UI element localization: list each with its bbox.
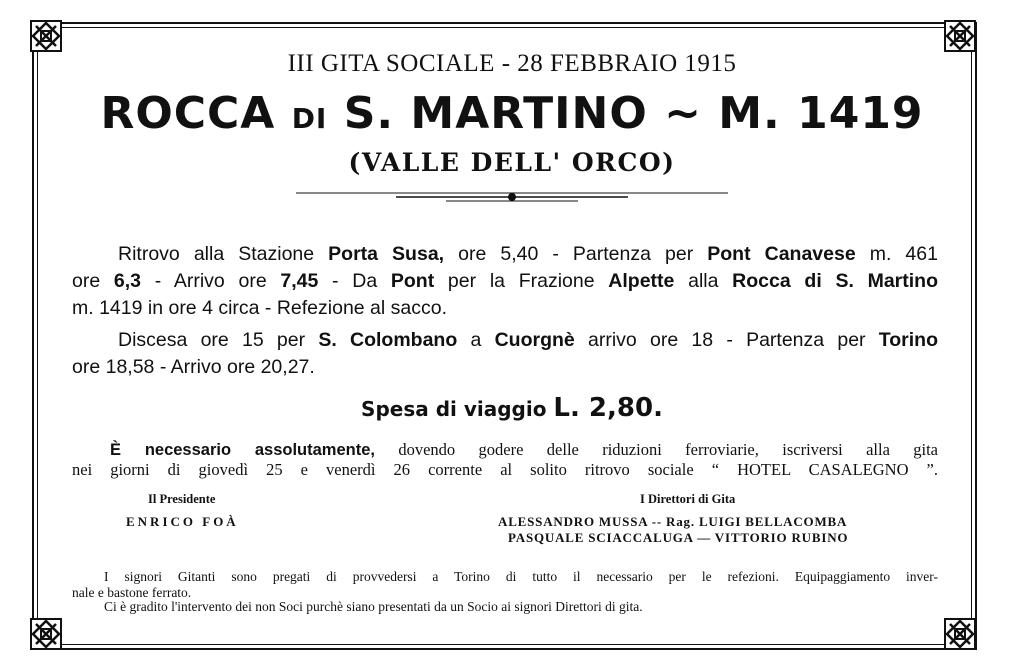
paragraph-line xyxy=(72,354,938,381)
text-run: ore 18,58 - Arrivo ore 20,27. xyxy=(72,356,315,378)
notice-line-1 xyxy=(72,440,938,460)
bold-text: S. Colombano xyxy=(318,329,458,351)
bold-text: Pont xyxy=(390,270,435,292)
notice-line-2: nei giorni di giovedì 25 e venerdì 26 corrente al solito ritrovo sociale “ HOTEL CASALEGNO ”. xyxy=(72,460,938,479)
cost-label: Spesa di viaggio xyxy=(361,397,547,421)
bold-text: 7,45 xyxy=(280,270,319,292)
celtic-knot-corner-icon xyxy=(944,20,976,52)
divider-ornament xyxy=(296,188,728,206)
footnote-line-1-cont: nale e bastone ferrato. xyxy=(72,585,192,600)
cost-amount: L. 2,80. xyxy=(553,393,663,423)
title-part-di: DI xyxy=(291,102,328,135)
title-part-rocca: ROCCA xyxy=(100,88,276,139)
footnote-equipment xyxy=(72,569,938,601)
notice-line-1-rest: dovendo godere delle riduzioni ferroviarie, iscriversi alla gita xyxy=(375,440,938,459)
text-run: arrivo ore 18 - Partenza per xyxy=(574,329,879,351)
paragraph-line xyxy=(72,268,938,295)
itinerary-paragraph-1 xyxy=(72,241,938,322)
text-run: Ritrovo alla Stazione xyxy=(118,243,329,265)
bold-text: Pont Canavese xyxy=(707,243,856,265)
registration-notice xyxy=(72,440,938,480)
president-label: Il Presidente xyxy=(148,492,216,506)
footnote-line-1: I signori Gitanti sono pregati di provvedersi a Torino di tutto il necessario per le refezioni. Equipaggiamento inver- xyxy=(104,569,938,584)
paragraph-line xyxy=(72,295,938,322)
bold-text: Rocca di S. Martino xyxy=(732,270,938,292)
footnote-guests xyxy=(72,599,938,615)
bold-text: Alpette xyxy=(608,270,675,292)
text-run: per la Frazione xyxy=(434,270,609,292)
paragraph-line xyxy=(72,241,938,268)
president-name: ENRICO FOÀ xyxy=(126,514,239,529)
text-run: alla xyxy=(674,270,733,292)
text-run: m. 1419 in ore 4 circa - Refezione al sacco. xyxy=(72,297,448,319)
text-run: - Arrivo ore xyxy=(141,270,281,292)
event-subtitle: III GITA SOCIALE - 28 FEBBRAIO 1915 xyxy=(287,50,737,77)
text-run: Discesa ore 15 per xyxy=(118,329,319,351)
text-run: ore xyxy=(72,270,114,292)
directors-label: I Direttori di Gita xyxy=(640,492,736,506)
text-run: a xyxy=(457,329,495,351)
celtic-knot-corner-icon xyxy=(30,618,62,650)
valley-subtitle: (VALLE DELL' ORCO) xyxy=(348,148,676,177)
paragraph-line xyxy=(72,327,938,354)
text-run: ore 5,40 - Partenza per xyxy=(444,243,708,265)
notice-bold-lead: È necessario assolutamente, xyxy=(110,441,375,459)
text-run: - Da xyxy=(318,270,391,292)
bold-text: Porta Susa, xyxy=(328,243,445,265)
celtic-knot-corner-icon xyxy=(944,618,976,650)
bold-text: Cuorgnè xyxy=(494,329,575,351)
title-part-martino: S. MARTINO ~ M. 1419 xyxy=(343,88,924,139)
celtic-knot-corner-icon xyxy=(30,20,62,52)
itinerary-paragraph-2 xyxy=(72,327,938,381)
page-title xyxy=(0,84,1024,149)
travel-cost xyxy=(0,393,1024,423)
footnote-line-2: Ci è gradito l'intervento dei non Soci purchè siano presentati da un Socio ai signori Direttori di gita. xyxy=(104,599,643,614)
bold-text: Torino xyxy=(878,329,938,351)
directors-line-2: PASQUALE SCIACCALUGA — VITTORIO RUBINO xyxy=(508,530,849,545)
directors-line-1: ALESSANDRO MUSSA -- Rag. LUIGI BELLACOMBA xyxy=(498,514,848,529)
text-run: m. 461 xyxy=(855,243,938,265)
bold-text: 6,3 xyxy=(113,270,142,292)
